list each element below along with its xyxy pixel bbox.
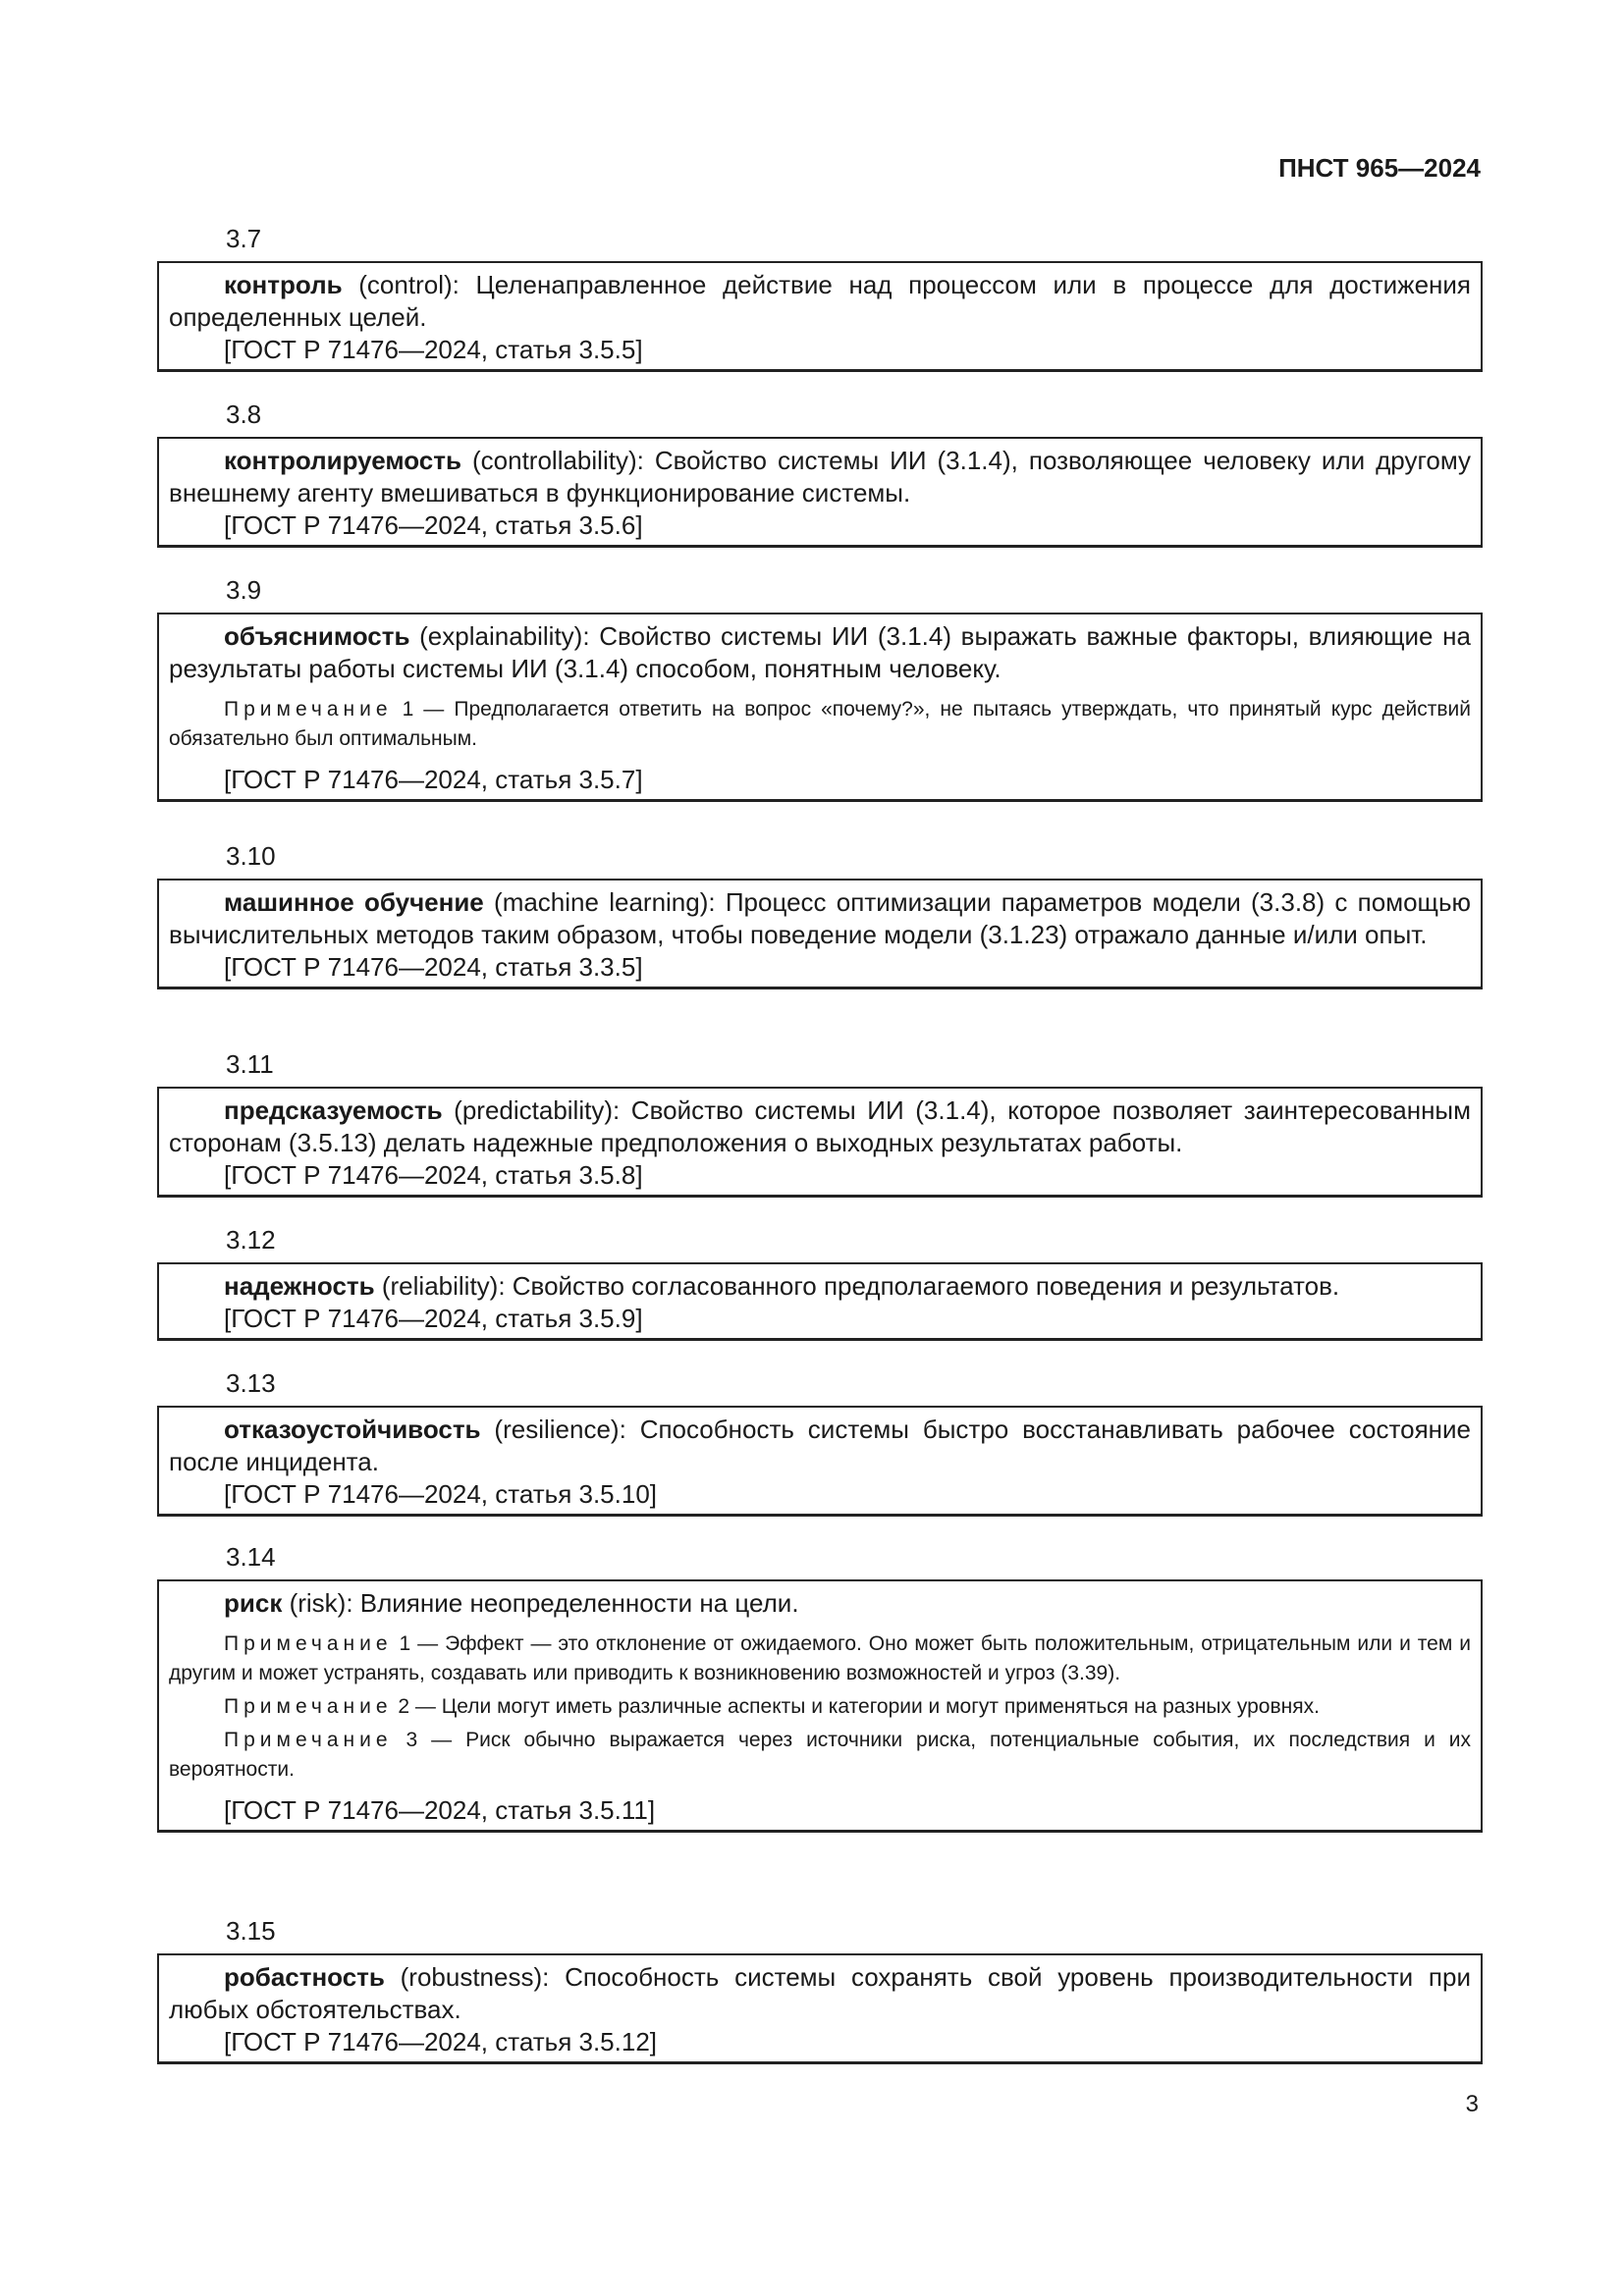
term-name: надежность [224, 1271, 375, 1301]
term-box [157, 1579, 1483, 1833]
term-name: предсказуемость [224, 1095, 443, 1125]
term-entry [157, 1368, 1483, 1517]
term-number: 3.9 [226, 575, 262, 605]
term-entry [157, 224, 1483, 372]
term-entry [157, 1225, 1483, 1341]
term-box [157, 1953, 1483, 2064]
term-number: 3.11 [226, 1049, 274, 1079]
note-label: Примечание [224, 1632, 393, 1655]
source-reference: [ГОСТ Р 71476—2024, статья 3.5.11] [224, 1795, 656, 1825]
term-entry [157, 1916, 1483, 2064]
term-definition [169, 1587, 1471, 1620]
term-number: 3.8 [226, 400, 262, 429]
term-english: (resilience) [480, 1415, 620, 1444]
term-definition [169, 1961, 1471, 2026]
definition-text: : Способность системы сохранять свой уровень производительности при любых обстоятельствах. [169, 1962, 1471, 2024]
note-label: Примечание [224, 698, 393, 721]
term-name: машинное обучение [224, 887, 484, 917]
note-text: 2 — Цели могут иметь различные аспекты и категории и могут применяться на разных уровнях. [392, 1695, 1320, 1718]
term-box [157, 261, 1483, 372]
term-english: (control) [342, 270, 453, 299]
definition-text: : Свойство системы ИИ (3.1.4) выражать важные факторы, влияющие на результаты работы системы ИИ (3.1.4) способом, понятным человеку. [169, 621, 1471, 683]
definition-text: : Свойство системы ИИ (3.1.4), которое позволяет заинтересованным сторонам (3.5.13) делать надежные предположения о выходных результатах работы. [169, 1095, 1471, 1157]
term-box [157, 437, 1483, 548]
term-number: 3.12 [226, 1225, 276, 1255]
note-text: 1 — Эффект — это отклонение от ожидаемого. Оно может быть положительным, отрицательным или и тем и другим и может устранять, создавать или приводить к возникновению возможностей и угроз (3.39). [169, 1632, 1471, 1684]
definition-text: : Целенаправленное действие над процессом или в процессе для достижения определенных целей. [169, 270, 1471, 332]
note [169, 1692, 1471, 1722]
term-name: отказоустойчивость [224, 1415, 481, 1444]
note [169, 1726, 1471, 1785]
term-english: (reliability) [374, 1271, 499, 1301]
term-definition [169, 886, 1471, 951]
definition-text: : Способность системы быстро восстанавливать рабочее состояние после инцидента. [169, 1415, 1471, 1476]
term-entry [157, 1542, 1483, 1833]
source-reference: [ГОСТ Р 71476—2024, статья 3.5.6] [224, 510, 643, 540]
note-label: Примечание [224, 1695, 393, 1718]
term-box [157, 1406, 1483, 1517]
term-number: 3.7 [226, 224, 262, 253]
source-reference: [ГОСТ Р 71476—2024, статья 3.3.5] [224, 952, 643, 982]
term-name: контроль [224, 270, 343, 299]
note-label: Примечание [224, 1729, 393, 1751]
source-reference: [ГОСТ Р 71476—2024, статья 3.5.8] [224, 1160, 643, 1190]
note-text: 1 — Предполагается ответить на вопрос «почему?», не пытаясь утверждать, что принятый курс действий обязательно был оптимальным. [169, 698, 1471, 750]
term-number: 3.14 [226, 1542, 276, 1572]
note [169, 695, 1471, 754]
term-definition [169, 445, 1471, 509]
term-name: объяснимость [224, 621, 410, 651]
term-entry [157, 1049, 1483, 1198]
term-entry [157, 575, 1483, 802]
term-box [157, 1087, 1483, 1198]
term-english: (explainability) [409, 621, 583, 651]
page-number: 3 [1465, 2091, 1479, 2117]
definition-text: : Влияние неопределенности на цели. [346, 1588, 799, 1618]
term-english: (controllability) [461, 446, 637, 475]
term-definition [169, 620, 1471, 685]
term-box [157, 1262, 1483, 1341]
term-definition [169, 1414, 1471, 1478]
term-name: робастность [224, 1962, 385, 1992]
term-definition [169, 1270, 1471, 1303]
term-box [157, 613, 1483, 802]
term-number: 3.15 [226, 1916, 276, 1946]
definition-text: : Свойство системы ИИ (3.1.4), позволяющее человеку или другому внешнему агенту вмешиваться в функционирование системы. [169, 446, 1472, 507]
term-english: (predictability) [442, 1095, 613, 1125]
term-name: риск [224, 1588, 283, 1618]
term-english: (robustness) [384, 1962, 543, 1992]
source-reference: [ГОСТ Р 71476—2024, статья 3.5.9] [224, 1304, 643, 1333]
definition-text: : Процесс оптимизации параметров модели (3.3.8) с помощью вычислительных методов таким образом, чтобы поведение модели (3.1.23) отражало данные и/или опыт. [169, 887, 1471, 949]
source-reference: [ГОСТ Р 71476—2024, статья 3.5.5] [224, 335, 643, 364]
source-reference: [ГОСТ Р 71476—2024, статья 3.5.7] [224, 765, 643, 794]
term-entry [157, 841, 1483, 989]
source-reference: [ГОСТ Р 71476—2024, статья 3.5.12] [224, 2027, 658, 2056]
term-definition [169, 1095, 1471, 1159]
term-name: контролируемость [224, 446, 461, 475]
term-english: (machine learning) [483, 887, 709, 917]
term-entry [157, 400, 1483, 548]
note [169, 1629, 1471, 1688]
definition-text: : Свойство согласованного предполагаемого поведения и результатов. [498, 1271, 1340, 1301]
term-definition [169, 269, 1471, 334]
term-english: (risk) [282, 1588, 347, 1618]
term-number: 3.10 [226, 841, 276, 871]
source-reference: [ГОСТ Р 71476—2024, статья 3.5.10] [224, 1479, 658, 1509]
term-number: 3.13 [226, 1368, 276, 1398]
term-box [157, 879, 1483, 989]
note-text: 3 — Риск обычно выражается через источники риска, потенциальные события, их последствия и их вероятности. [169, 1729, 1471, 1781]
document-id-header: ПНСТ 965—2024 [1278, 153, 1481, 183]
